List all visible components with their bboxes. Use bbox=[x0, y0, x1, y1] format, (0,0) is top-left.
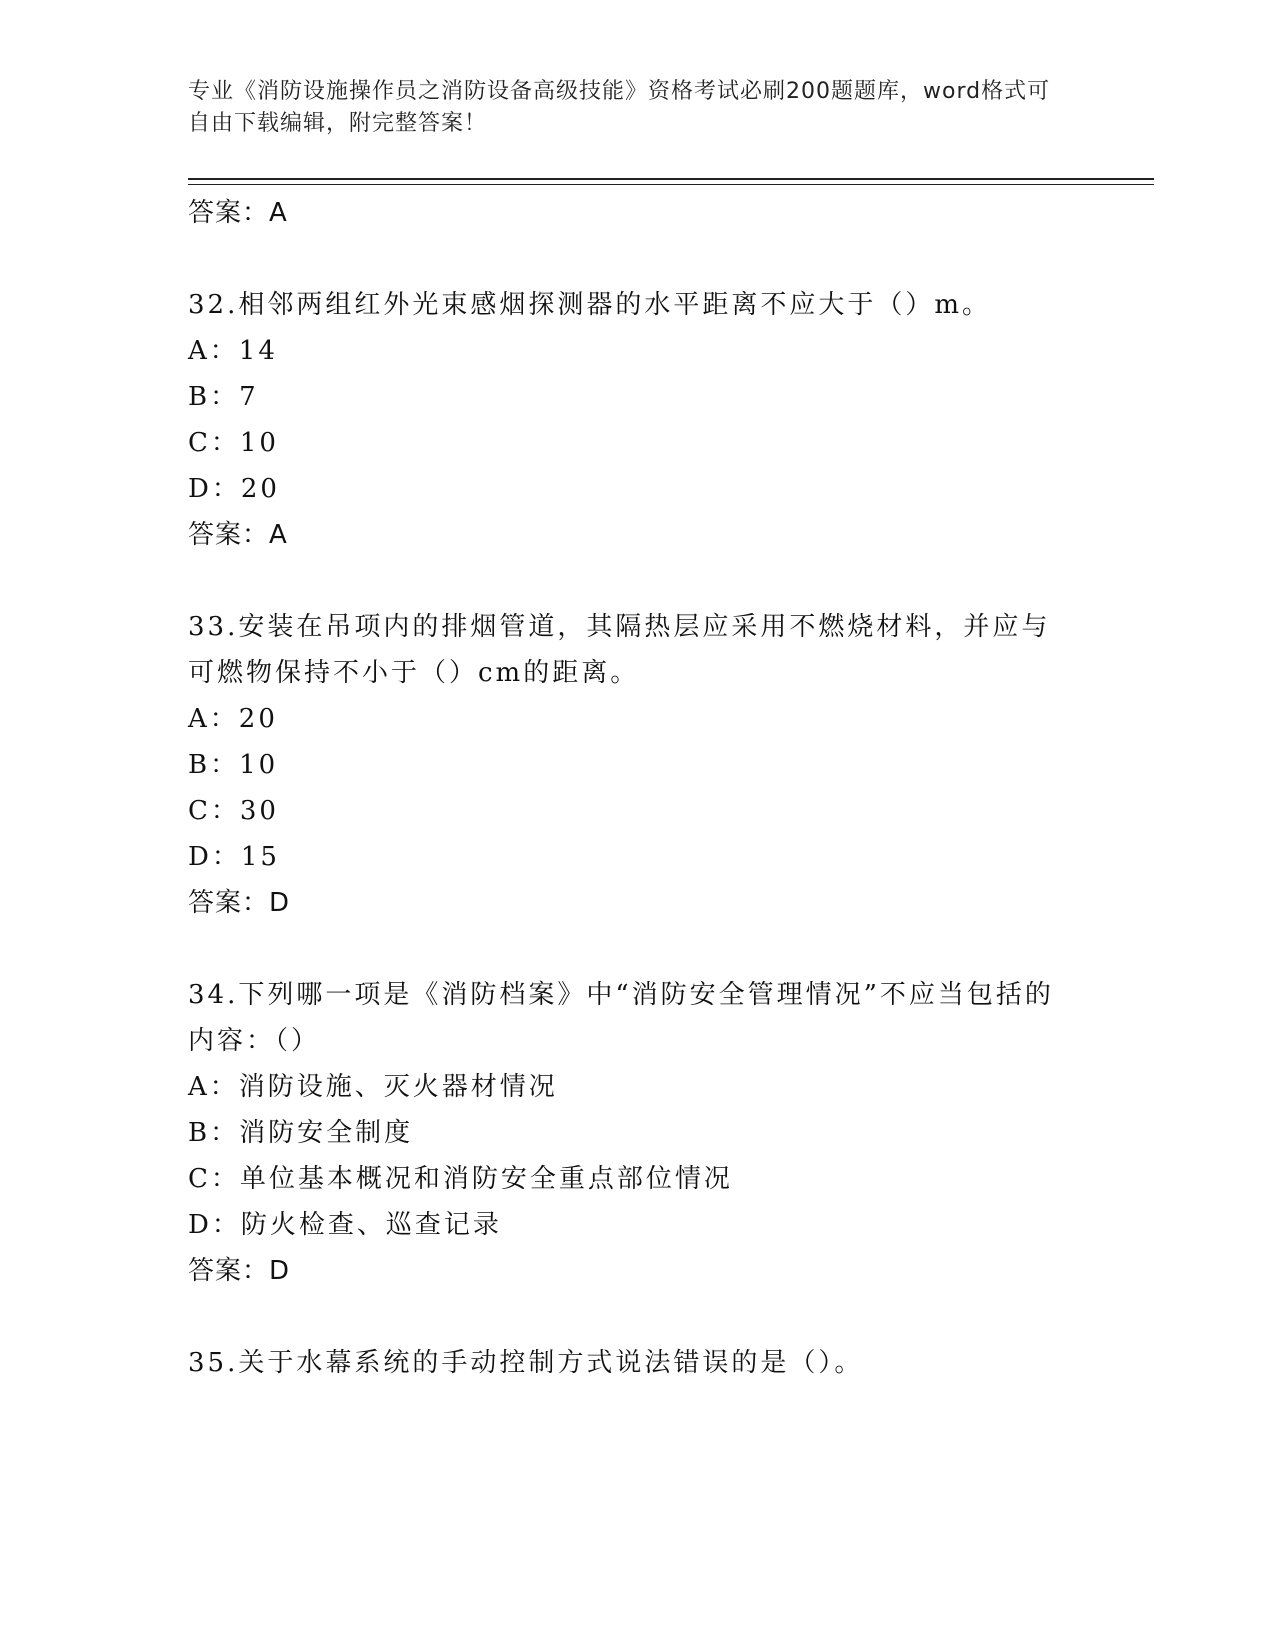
spacer bbox=[188, 558, 1078, 604]
question-block-35 bbox=[188, 1340, 1078, 1386]
question-stem: 35.关于水幕系统的手动控制方式说法错误的是（）。 bbox=[188, 1348, 864, 1378]
option-c: C：10 bbox=[188, 428, 279, 458]
option-b: B：7 bbox=[188, 382, 259, 412]
option-c: C：30 bbox=[188, 796, 279, 826]
question-block-32 bbox=[188, 282, 1078, 558]
question-stem: 34.下列哪一项是《消防档案》中“消防安全管理情况”不应当包括的内容：（） bbox=[188, 980, 1054, 1056]
answer-line: 答案：D bbox=[188, 1256, 291, 1286]
question-stem: 32.相邻两组红外光束感烟探测器的水平距离不应大于（）m。 bbox=[188, 290, 992, 320]
option-d: D：15 bbox=[188, 842, 280, 872]
answer-line: 答案：D bbox=[188, 888, 291, 918]
option-a: A：20 bbox=[188, 704, 278, 734]
question-block-33 bbox=[188, 604, 1078, 926]
answer-line: 答案：A bbox=[188, 520, 288, 550]
spacer bbox=[188, 1294, 1078, 1340]
option-b: B：10 bbox=[188, 750, 279, 780]
option-a: A：14 bbox=[188, 336, 278, 366]
option-d: D：20 bbox=[188, 474, 280, 504]
document-header: 专业《消防设施操作员之消防设备高级技能》资格考试必刷200题题库，word格式可自由下载编辑，附完整答案！ bbox=[188, 79, 1051, 136]
question-stem: 33.安装在吊项内的排烟管道，其隔热层应采用不燃烧材料，并应与可燃物保持不小于（）cm的距离。 bbox=[188, 612, 1051, 688]
answer-line: 答案：A bbox=[188, 198, 288, 228]
spacer bbox=[188, 926, 1078, 972]
option-c: C：单位基本概况和消防安全重点部位情况 bbox=[188, 1164, 733, 1194]
option-d: D：防火检查、巡查记录 bbox=[188, 1210, 502, 1240]
option-b: B：消防安全制度 bbox=[188, 1118, 414, 1148]
header-divider-thin bbox=[188, 184, 1154, 185]
question-list bbox=[188, 190, 1078, 1386]
question-block-34 bbox=[188, 972, 1078, 1294]
header-divider-thick bbox=[188, 178, 1154, 180]
spacer bbox=[188, 236, 1078, 282]
option-a: A：消防设施、灭火器材情况 bbox=[188, 1072, 558, 1102]
